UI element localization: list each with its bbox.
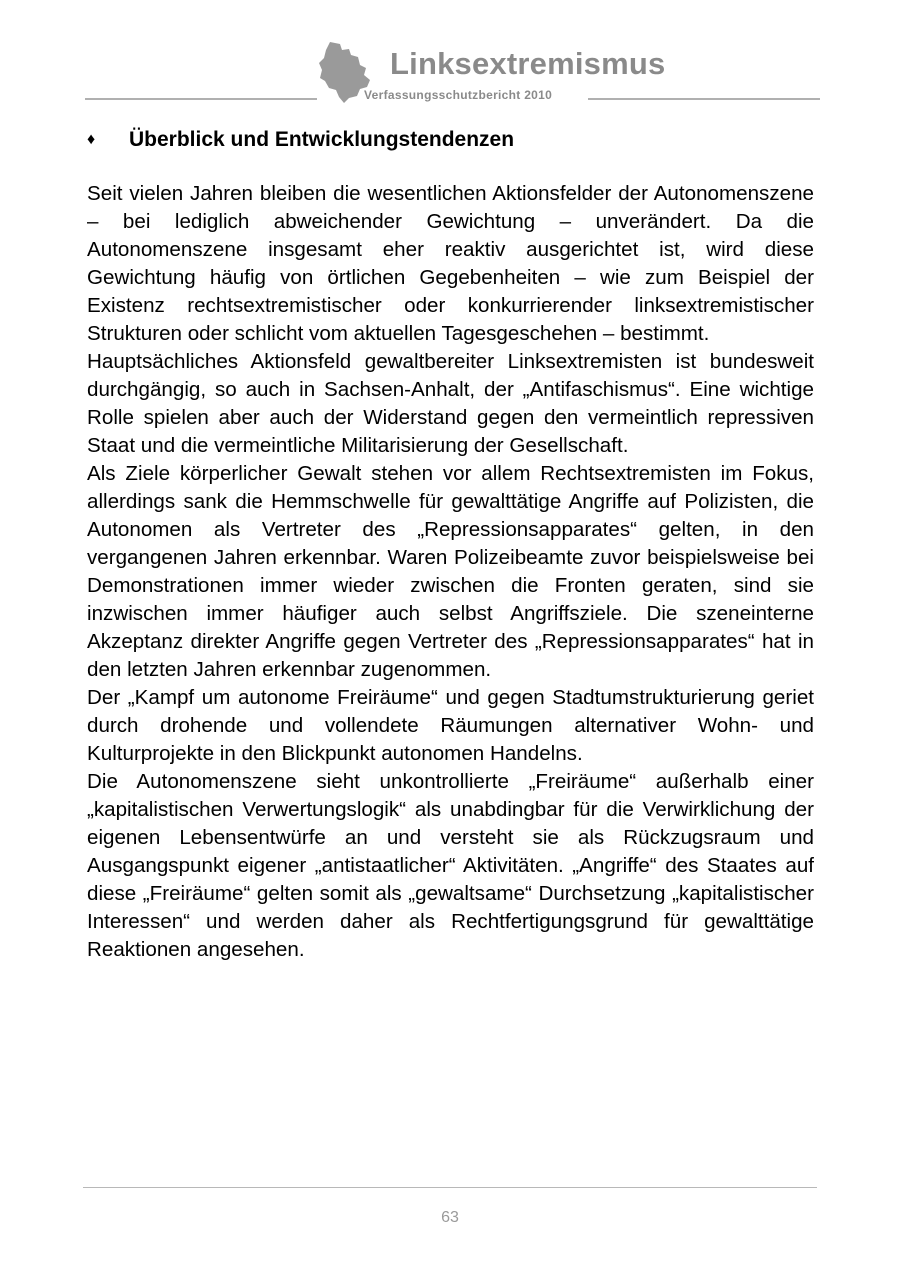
section-title: Überblick und Entwicklungstendenzen <box>129 128 515 151</box>
header-title: Linksextremismus <box>390 46 666 81</box>
paragraph: Die Autonomenszene sieht unkontrollierte „Freiräume“ außerhalb einer „kapitalistischen Verwertungslogik“ als unabdingbar für die Verwirklichung der eigenen Lebensentwürfe an und versteht sie als Rückzugsraum und Ausgangspunkt eigener „antistaatlicher“ Aktivitäten. „Angriffe“ des Staates auf diese „Freiräume“ gelten somit als „gewaltsame“ Durchsetzung „kapitalistischer Interessen“ und werden daher als Rechtfertigungsgrund für gewalttätige Reaktionen angesehen. <box>87 770 814 961</box>
paragraph: Der „Kampf um autonome Freiräume“ und gegen Stadtumstrukturierung geriet durch drohende und vollendete Räumungen alternativer Wohn- und Kulturprojekte in den Blickpunkt autonomen Handelns. <box>87 686 814 765</box>
paragraph: Als Ziele körperlicher Gewalt stehen vor allem Rechtsextremisten im Fokus, allerdings sank die Hemmschwelle für gewalttätige Angriffe auf Polizisten, die Autonomen als Vertreter des „Repressionsapparates“ gelten, in den vergangenen Jahren erkennbar. Waren Polizeibeamte zuvor beispielsweise bei Demonstrationen immer wieder zwischen die Fronten geraten, sind sie inzwischen immer häufiger auch selbst Angriffsziele. Die szeneinterne Akzeptanz direkter Angriffe gegen Vertreter des „Repressionsapparates“ hat in den letzten Jahren erkennbar zugenommen. <box>87 462 814 681</box>
header-rule-right <box>588 98 820 100</box>
header-subtitle: Verfassungsschutzbericht 2010 <box>364 88 553 102</box>
footer-rule <box>83 1187 817 1188</box>
paragraph: Seit vielen Jahren bleiben die wesentlichen Aktionsfelder der Autonomenszene – bei lediglich abweichender Gewichtung – unverändert. Da die Autonomenszene insgesamt eher reaktiv ausgerichtet ist, wird diese Gewichtung häufig von örtlichen Gegebenheiten – wie zum Beispiel der Existenz rechtsextremistischer oder konkurrierender linksextremistischer Strukturen oder schlicht vom aktuellen Tagesgeschehen – bestimmt. <box>87 182 814 345</box>
header-rule-left <box>85 98 317 100</box>
bullet-diamond: ♦ <box>87 131 96 148</box>
section-heading <box>87 127 817 153</box>
page-number: 63 <box>441 1209 459 1226</box>
body-text <box>87 180 814 964</box>
paragraph: Hauptsächliches Aktionsfeld gewaltbereiter Linksextremisten ist bundesweit durchgängig, so auch in Sachsen-Anhalt, der „Antifaschismus“. Eine wichtige Rolle spielen aber auch der Widerstand gegen den vermeintlich repressiven Staat und die vermeintliche Militarisierung der Gesellschaft. <box>87 350 814 457</box>
page-header <box>0 0 900 110</box>
